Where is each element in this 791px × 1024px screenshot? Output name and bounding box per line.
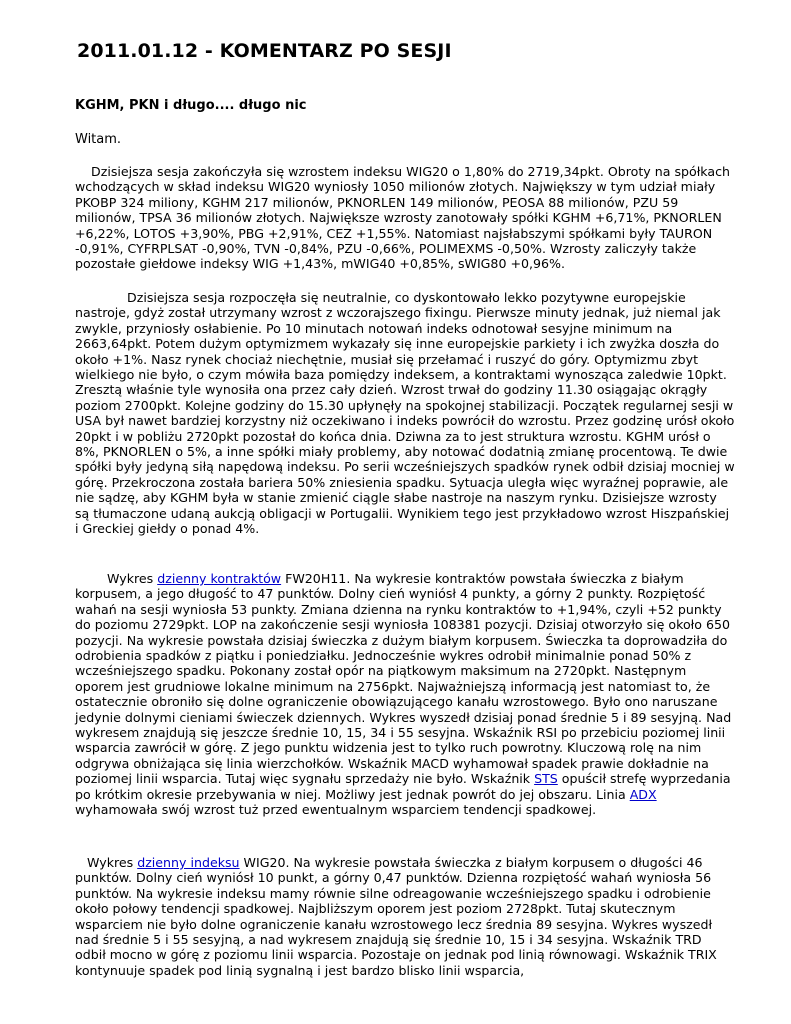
paragraph-futures-chart — [75, 571, 735, 818]
greeting: Witam. — [75, 132, 122, 147]
adx-link[interactable]: ADX — [629, 786, 657, 802]
article-subtitle: KGHM, PKN i długo.... długo nic — [75, 98, 307, 113]
paragraph-session-summary: Dzisiejsza sesja zakończyła się wzrostem indeksu WIG20 o 1,80% do 2719,34pkt. Obroty na spółkach wchodzących w skład indeksu WIG20 wyniosły 1050 milionów złotych. Największy w tym udział miały PKOBP 324 miliony, KGHM 217 milionów, PKNORLEN 149 milionów, PEOSA 88 milionów, PZU 59 milionów, TPSA 36 milionów złotych. Największe wzrosty zanotowały spółki KGHM +6,71%, PKNORLEN +6,22%, LOTOS +3,90%, PBG +2,91%, CEZ +1,55%. Natomiast najsłabszymi spółkami były TAURON -0,91%, CYFRPLSAT -0,90%, TVN -0,84%, PZU -0,66%, POLIMEXMS -0,50%. Wzrosty zaliczyły także pozostałe giełdowe indeksy WIG +1,43%, mWIG40 +0,85%, sWIG80 +0,96%. — [75, 164, 730, 272]
paragraph-index-chart — [75, 855, 735, 978]
paragraph-session-course: Dzisiejsza sesja rozpoczęła się neutralnie, co dyskontowało lekko pozytywne europejskie nastroje, gdyż został utrzymany wzrost z wczorajszego fixingu. Pierwsze minuty jednak, już niemal jak zwykle, przyniosły osłabienie. Po 10 minutach notowań indeks odnotował sesyjne minimum na 2663,64pkt. Potem dużym optymizmem wykazały się inne europejskie parkiety i ich zwyżka doszła do około +1%. Nasz rynek chociaż niechętnie, musiał się przełamać i ruszyć do góry. Optymizmu zbyt wielkiego nie było, o czym mówiła baza pomiędzy indeksem, a kontraktami wynosząca zaledwie 10pkt. Zresztą właśnie tyle wynosiła ona przez cały dzień. Wzrost trwał do godziny 11.30 osiągając okrągły poziom 2700pkt. Kolejne godziny do 15.30 upłynęły na spokojnej stabilizacji. Początek regularnej sesji w USA był nawet bardziej korzystny niż oczekiwano i indeks powrócił do wzrostu. Przez godzinę urósł około 20pkt i w pobliżu 2720pkt pozostał do końca dnia. Dziwna za to jest struktura wzrostu. KGHM urósł o 8%, PKNORLEN o 5%, a inne spółki miały problemy, aby notować dodatnią zmianę procentową. Te dwie spółki były jedyną siłą napędową indeksu. Po serii wcześniejszych spadków rynek odbił dzisiaj mocniej w górę. Przekroczona została bariera 50% zniesienia spadku. Sytuacja uległa więc wyraźnej poprawie, ale nie sądzę, aby KGHM była w stanie zmienić ciągle słabe nastroje na naszym rynku. Dzisiejsze wzrosty są tłumaczone udaną aukcją obligacji w Portugalii. Wynikiem tego jest przykładowo wzrost Hiszpańskiej i Greckiej giełdy o ponad 4%. — [75, 290, 735, 537]
daily-index-chart-link[interactable]: dzienny indeksu — [137, 855, 240, 870]
page-title: 2011.01.12 - KOMENTARZ PO SESJI — [77, 40, 452, 62]
sts-link[interactable]: STS — [534, 771, 558, 787]
futures-text-part-1: Wykres — [75, 571, 158, 586]
futures-text-part-3: opuścił strefę wyprzedania po krótkim okresie przebywania w niej. Możliwy jest jednak powrót do jej obszaru. Linia — [75, 771, 731, 802]
index-text-part-1: Wykres — [75, 855, 138, 870]
daily-futures-chart-link[interactable]: dzienny kontraktów — [157, 571, 282, 586]
index-text-part-2: WIG20. Na wykresie powstała świeczka z białym korpusem o długości 46 punktów. Dolny cień wyniósł 10 punkt, a górny 0,47 punktów. Dzienna rozpiętość wahań wyniosła 56 punktów. Na wykresie indeksu mamy równie silne odreagowanie wcześniejszego spadku i odrobienie około połowy tendencji spadkowej. Najbliższym oporem jest poziom 2728pkt. Tutaj skutecznym wsparciem nie było dolne ograniczenie kanału wzrostowego lecz średnia 89 sesyjna. Wykres wyszedł nad średnie 5 i 55 sesyjną, a nad wykresem znajdują się średnie 10, 15 i 34 sesyjna. Wskaźnik TRD odbił mocno w górę z poziomu linii wsparcia. Pozostaje on jednak pod linią równowagi. Wskaźnik TRIX kontynuuje spadek pod linią sygnalną i jest bardzo blisko linii wsparcia, — [75, 855, 717, 978]
futures-text-part-4: wyhamowała swój wzrost tuż przed ewentualnym wsparciem tendencji spadkowej. — [75, 802, 597, 818]
futures-text-part-2: FW20H11. Na wykresie kontraktów powstała świeczka z białym korpusem, a jego długość to 47 punktów. Dolny cień wyniósł 4 punkty, a górny 2 punkty. Rozpiętość wahań na sesji wyniosła 53 punkty. Zmiana dzienna na rynku kontraktów to +1,94%, czyli +52 punkty do poziomu 2729pkt. LOP na zakończenie sesji wyniosła 108381 pozycji. Dzisiaj otworzyło się około 650 pozycji. Na wykresie powstała dzisiaj świeczka z dużym białym korpusem. Świeczka ta doprowadziła do odrobienia spadków z piątku i poniedziałku. Jednocześnie wykres odrobił minimalnie ponad 50% z wcześniejszego spadku. Pokonany został opór na piątkowym maksimum na 2720pkt. Następnym oporem jest grudniowe lokalne minimum na 2756pkt. Najważniejszą informacją jest natomiast to, że ostatecznie obroniło się dolne ograniczenie obowiązującego kanału wzrostowego. Było ono naruszane jedynie dolnymi cieniami świeczek dziennych. Wykres wyszedł dzisiaj ponad średnie 5 i 89 sesyjną. Nad wykresem znajdują się jeszcze średnie 10, 15, 34 i 55 sesyjna. Wskaźnik RSI po przebiciu poziomej linii wsparcia zawrócił w górę. Z jego punktu widzenia jest to tylko ruch powrotny. Kluczową rolę na nim odgrywa obniżająca się linia wierzchołków. Wskaźnik MACD wyhamował spadek prawie dokładnie na poziomej linii wsparcia. Tutaj więc sygnału sprzedaży nie było. Wskaźnik — [75, 571, 732, 787]
